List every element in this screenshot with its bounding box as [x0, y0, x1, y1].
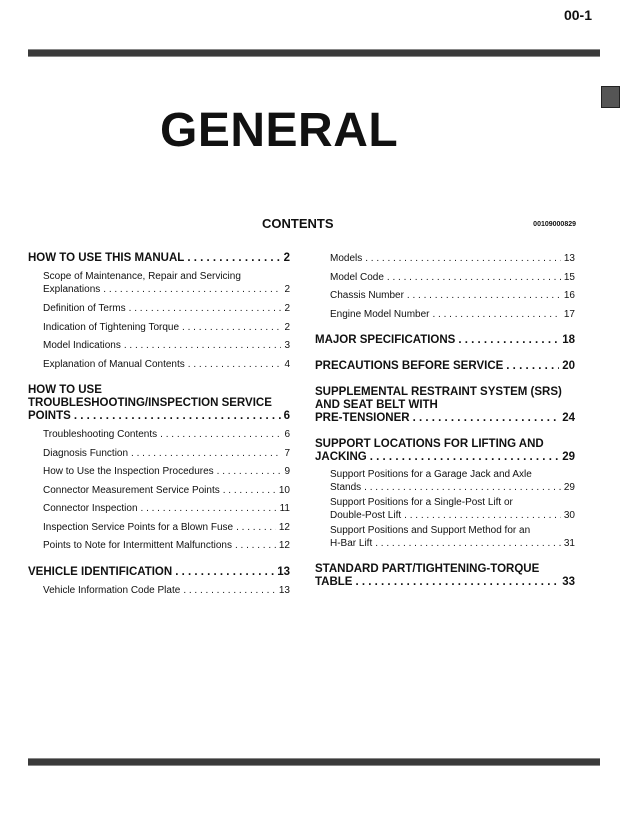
toc-section-troubleshooting[interactable]: HOW TO USE TROUBLESHOOTING/INSPECTION SERVICE POINTS . . . 6 [28, 384, 290, 423]
toc-item[interactable]: Connector Inspection . . . 11 [43, 503, 290, 516]
toc-item[interactable]: Troubleshooting Contents . . . 6 [43, 429, 290, 442]
toc-item[interactable]: Vehicle Information Code Plate . . . 13 [43, 585, 290, 598]
toc-item[interactable]: Support Positions and Support Method for an H-Bar Lift . . . 31 [330, 525, 575, 550]
document-code: 00109000829 [533, 221, 576, 228]
toc-section-vehicle-identification[interactable]: VEHICLE IDENTIFICATION . . . 13 [28, 566, 290, 579]
toc-section-standard-part-torque[interactable]: STANDARD PART/TIGHTENING-TORQUE TABLE . . . 33 [315, 563, 575, 589]
toc-item[interactable]: Points to Note for Intermittent Malfunctions . . . 12 [43, 540, 290, 553]
toc-item[interactable]: Model Indications . . . 3 [43, 340, 290, 353]
footer-rule [28, 758, 600, 766]
toc-item[interactable]: Diagnosis Function . . . 7 [43, 448, 290, 461]
toc-item[interactable]: Model Code . . . 15 [330, 272, 575, 285]
toc-item[interactable]: Scope of Maintenance, Repair and Servicing Explanations . . . 2 [43, 271, 290, 296]
toc-item[interactable]: Support Positions for a Single-Post Lift or Double-Post Lift . . . 30 [330, 497, 575, 522]
toc-item[interactable]: Engine Model Number . . . 17 [330, 309, 575, 322]
contents-heading: CONTENTS [262, 216, 334, 231]
toc-section-support-locations[interactable]: SUPPORT LOCATIONS FOR LIFTING AND JACKING . . . 29 [315, 438, 575, 464]
toc-section-precautions[interactable]: PRECAUTIONS BEFORE SERVICE . . . 20 [315, 360, 575, 373]
toc-section-srs[interactable]: SUPPLEMENTAL RESTRAINT SYSTEM (SRS) AND SEAT BELT WITH PRE-TENSIONER . . . 24 [315, 386, 575, 425]
toc-item[interactable]: Definition of Terms . . . 2 [43, 303, 290, 316]
toc-item[interactable]: Connector Measurement Service Points . . . 10 [43, 485, 290, 498]
toc-item[interactable]: Indication of Tightening Torque . . . 2 [43, 322, 290, 335]
toc-item[interactable]: Explanation of Manual Contents . . . 4 [43, 359, 290, 372]
page-title: GENERAL [160, 104, 399, 157]
toc-item[interactable]: How to Use the Inspection Procedures . . . 9 [43, 466, 290, 479]
header-rule [28, 49, 600, 57]
toc-item[interactable]: Support Positions for a Garage Jack and Axle Stands . . . 29 [330, 469, 575, 494]
page-number: 00-1 [563, 7, 592, 23]
toc-right-column [315, 252, 575, 589]
section-tab-marker [601, 86, 620, 108]
toc-left-column [28, 252, 290, 597]
toc-item[interactable]: Inspection Service Points for a Blown Fuse . . . 12 [43, 522, 290, 535]
toc-item[interactable]: Models . . . 13 [330, 253, 575, 266]
toc-item[interactable]: Chassis Number . . . 16 [330, 290, 575, 303]
toc-section-major-specifications[interactable]: MAJOR SPECIFICATIONS . . . 18 [315, 334, 575, 347]
toc-section-how-to-use-manual[interactable]: HOW TO USE THIS MANUAL . . . 2 [28, 252, 290, 265]
